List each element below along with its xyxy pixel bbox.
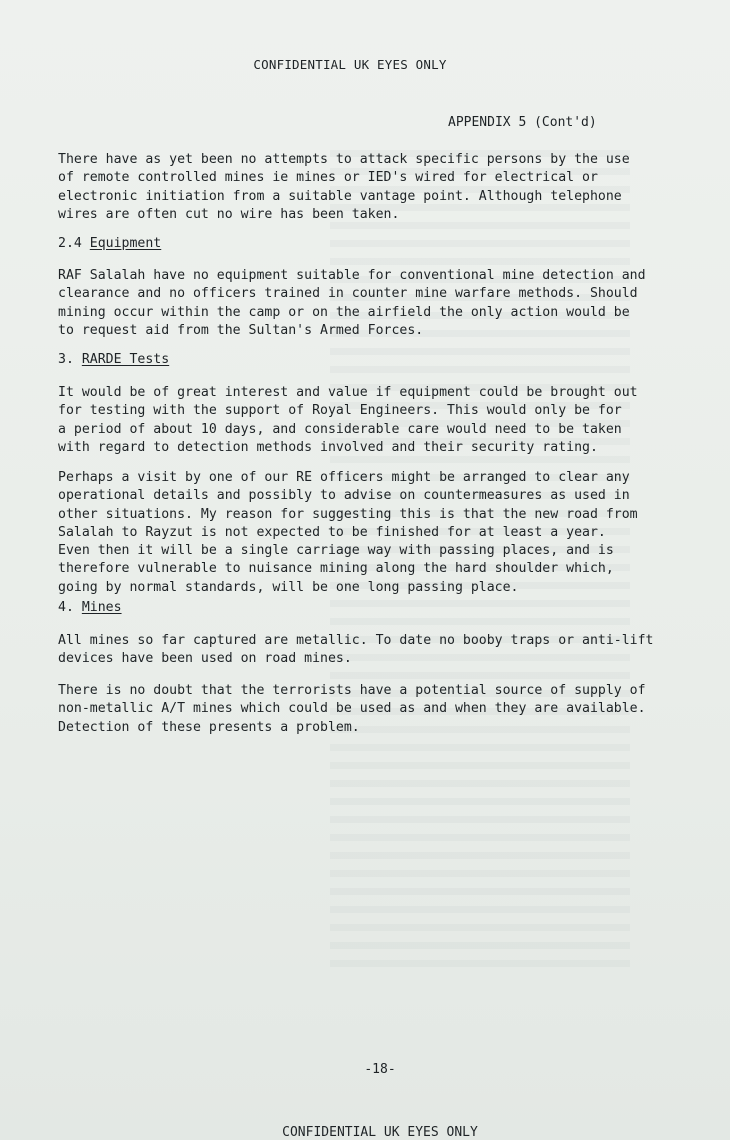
section-title: Equipment [89,236,162,251]
section-title: Mines [81,600,122,615]
section-title: RARDE Tests [81,352,170,367]
section-heading-equipment [58,236,161,251]
rarde-paragraph-2: Perhaps a visit by one of our RE officers might be arranged to clear any operational details and possibly to advise on countermeasures as used in other situations. My reason for suggesting this is that the new road from Salalah to Rayzut is not expected to be finished for at least a year. Even then it will be a single carriage way with passing places, and is therefore vulnerable to nuisance mining along the hard shoulder which, going by normal standards, will be one long passing place. [58,470,638,595]
appendix-label: APPENDIX 5 (Cont'd) [448,115,597,130]
equipment-paragraph: RAF Salalah have no equipment suitable for conventional mine detection and clearance and no officers trained in counter mine warfare methods. Should mining occur within the camp or on the airfield the only action would be to request aid from the Sultan's Armed Forces. [58,268,646,338]
section-heading-mines [58,600,122,615]
classification-footer: CONFIDENTIAL UK EYES ONLY [282,1125,478,1140]
mines-paragraph-1: All mines so far captured are metallic. To date no booby traps or anti-lift devices have been used on road mines. [58,633,654,667]
section-number: 4. [58,600,74,615]
section-number: 3. [58,352,74,367]
classification-header: CONFIDENTIAL UK EYES ONLY [253,57,447,72]
page-number: -18- [364,1062,396,1077]
section-heading-rarde [58,352,169,367]
mines-paragraph-2: There is no doubt that the terrorists have a potential source of supply of non-metallic A/T mines which could be used as and when they are available. Detection of these presents a problem. [58,683,646,735]
rarde-paragraph-1: It would be of great interest and value if equipment could be brought out for testing with the support of Royal Engineers. This would only be for a period of about 10 days, and considerable care would need to be taken with regard to detection methods involved and their security rating. [58,385,638,455]
section-number: 2.4 [58,236,82,251]
intro-paragraph: There have as yet been no attempts to attack specific persons by the use of remote controlled mines ie mines or IED's wired for electrical or electronic initiation from a suitable vantage point. Although telephone wires are often cut no wire has been taken. [58,152,630,222]
